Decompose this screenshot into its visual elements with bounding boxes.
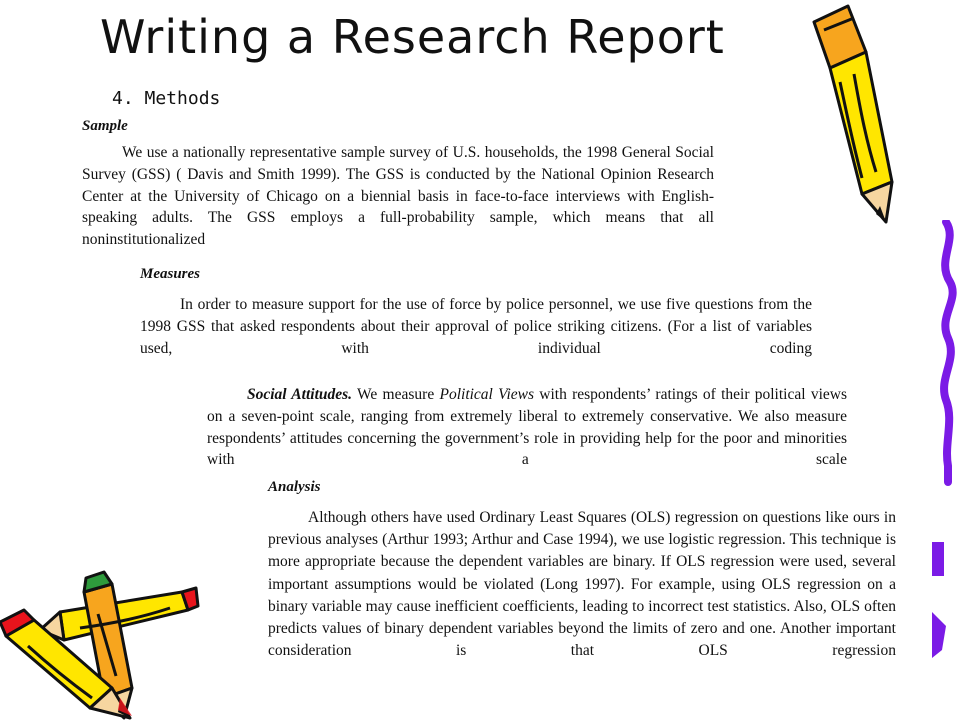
analysis-paragraph bbox=[268, 507, 896, 685]
pencil-icon bbox=[800, 0, 900, 230]
sample-paragraph bbox=[82, 142, 714, 273]
analysis-text: Although others have used Ordinary Least Squares (OLS) regression on questions like ours in previous analyses (Arthur 1993; Arthur and Case 1994), we use logistic regression. This technique is more appropriate because the dependent variables are binary. If OLS regression were used, several important assumptions would be violated (Long 1997). For example, using OLS regression on a binary variable may cause inefficient coefficients, leading to incorrect test statistics. Also, OLS often predicts values of binary dependent variables beyond the limits of zero and one. Another important consideration is that OLS regression bbox=[268, 509, 896, 660]
political-views-term: Political Views bbox=[439, 386, 535, 403]
section-subtitle: 4. Methods bbox=[112, 88, 221, 109]
analysis-heading: Analysis bbox=[268, 479, 321, 495]
measures-text: In order to measure support for the use of force by police personnel, we use five questions from the 1998 GSS that asked respondents about their approval of police striking citizens. (For a list of variables used, with individual coding bbox=[140, 296, 812, 357]
social-attitudes-text-b: with respondents’ ratings of their political views on a seven-point scale, ranging from extremely liberal to extremely conservative. We also measure respondents’ attitudes concerning the government’s role in providing help for the poor and minorities with a scale bbox=[207, 386, 847, 469]
social-attitudes-heading: Social Attitudes. bbox=[247, 386, 353, 403]
social-attitudes-text-a: We measure bbox=[352, 386, 440, 403]
crossed-pencils-icon bbox=[0, 570, 200, 720]
page-title: Writing a Research Report bbox=[100, 10, 725, 64]
measures-paragraph bbox=[140, 294, 812, 381]
measures-excerpt bbox=[140, 266, 812, 381]
social-attitudes-paragraph bbox=[207, 384, 847, 493]
sample-heading: Sample bbox=[82, 118, 128, 134]
social-attitudes-excerpt bbox=[207, 384, 847, 493]
squiggle-line-icon bbox=[918, 220, 960, 660]
measures-heading: Measures bbox=[140, 266, 201, 282]
sample-text: We use a nationally representative sample survey of U.S. households, the 1998 General Social Survey (GSS) ( Davis and Smith 1999). The GSS is conducted by the National Opinion Research Center at the University of Chicago on a biennial basis in face-to-face interviews with English-speaking adults. The GSS employs a full-probability sample, which means that all noninstitutionalized bbox=[82, 144, 714, 249]
sample-excerpt bbox=[82, 118, 714, 273]
analysis-excerpt bbox=[268, 479, 896, 685]
